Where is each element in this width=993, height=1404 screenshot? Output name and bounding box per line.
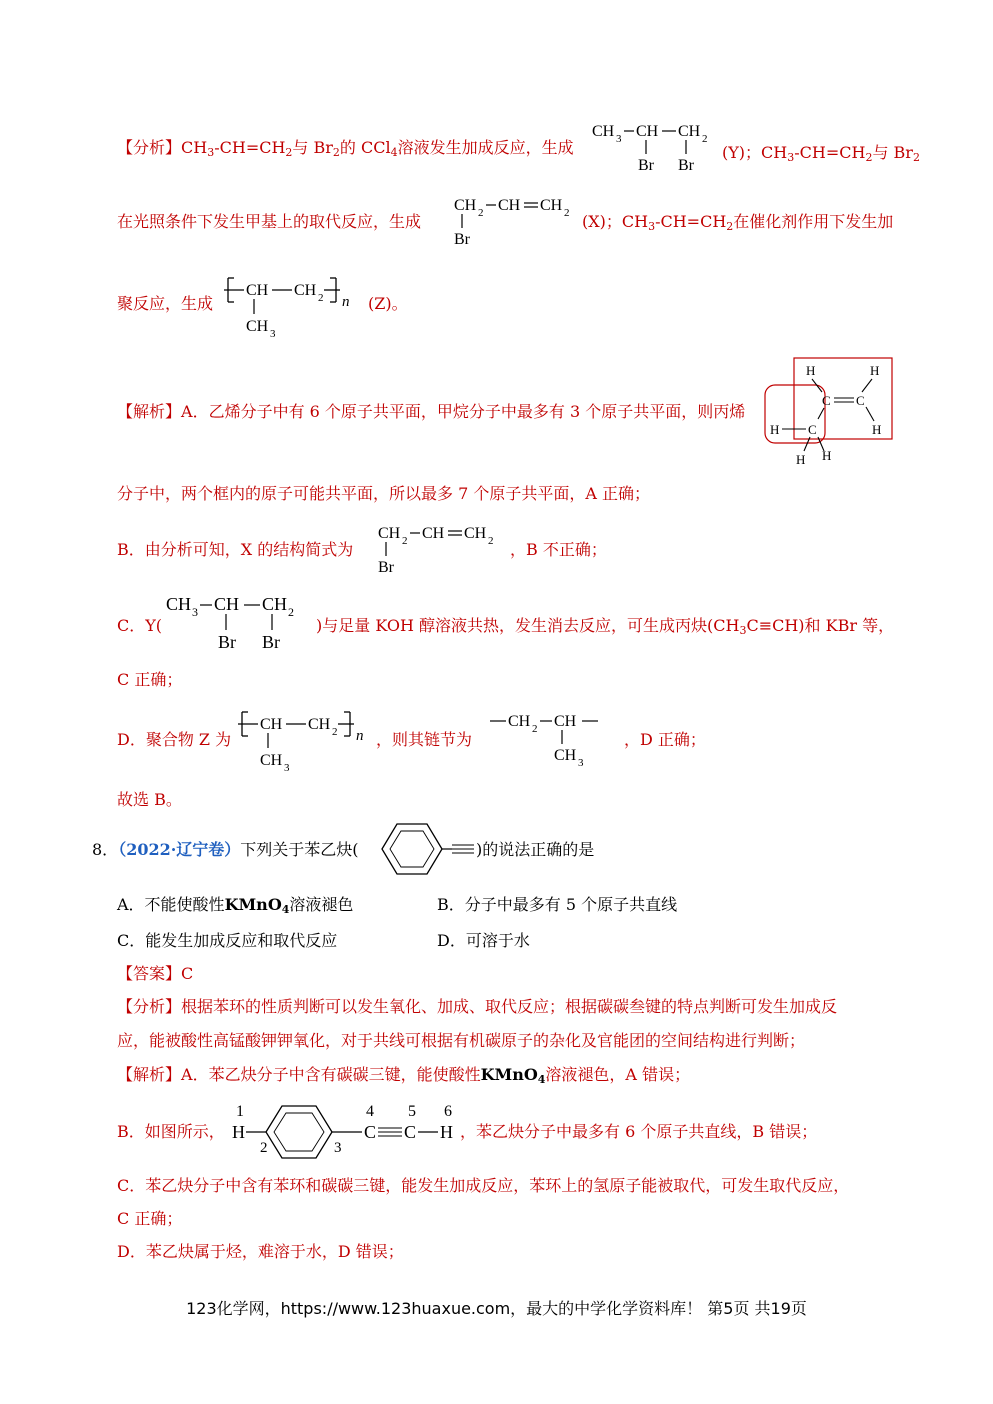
svg-text:CH: CH — [636, 123, 659, 140]
option-a[interactable]: A．不能使酸性KMnO$_4$溶液褪色 — [117, 895, 354, 916]
structure-chain-unit — [488, 708, 613, 770]
svg-text:2: 2 — [332, 726, 338, 738]
question-8-stem-tail: )的说法正确的是 — [476, 840, 595, 859]
question-8-stem: 8．（2022·辽宁卷）下列关于苯乙炔( — [92, 840, 359, 859]
propene-plane-diagram — [762, 355, 897, 470]
svg-text:CH: CH — [260, 752, 283, 769]
structure-x-allyl-bromide — [452, 192, 577, 254]
analysis-tag: 【分析】 — [117, 138, 182, 157]
question-number: 8． — [92, 840, 119, 859]
svg-text:CH: CH — [554, 747, 577, 764]
q8-explain-c-line-2: C 正确； — [117, 1209, 183, 1228]
svg-text:H: H — [440, 1122, 453, 1142]
question-source: （2022·辽宁卷） — [118, 840, 241, 859]
option-b[interactable]: B．分子中最多有 5 个原子共直线 — [437, 895, 678, 914]
svg-text:Br: Br — [454, 231, 470, 248]
svg-text:Br: Br — [262, 632, 280, 652]
structure-y-repeat — [164, 592, 309, 654]
option-d[interactable]: D．可溶于水 — [437, 931, 530, 950]
svg-text:2: 2 — [532, 723, 538, 735]
svg-text:CH: CH — [678, 123, 701, 140]
svg-text:H: H — [770, 422, 780, 437]
svg-text:4: 4 — [366, 1103, 374, 1120]
q8-explain-d: D．苯乙炔属于烃，难溶于水，D 错误； — [117, 1242, 404, 1261]
svg-text:C: C — [822, 393, 831, 408]
svg-text:Br: Br — [638, 157, 654, 174]
svg-text:3: 3 — [616, 133, 622, 145]
svg-text:CH: CH — [498, 197, 521, 214]
svg-text:C: C — [856, 393, 865, 408]
svg-text:Br: Br — [378, 559, 394, 576]
svg-text:H: H — [806, 363, 816, 378]
svg-text:n: n — [356, 728, 364, 744]
svg-text:H: H — [796, 452, 806, 467]
svg-text:3: 3 — [334, 1140, 342, 1156]
svg-text:3: 3 — [192, 605, 198, 619]
svg-text:CH: CH — [246, 282, 269, 299]
explain-b-line: B．由分析可知，X 的结构简式为 — [117, 540, 354, 559]
structure-z-repeat — [238, 704, 378, 774]
structure-y-dibromopropane — [590, 118, 715, 180]
svg-text:n: n — [342, 294, 350, 310]
svg-text:CH: CH — [540, 197, 563, 214]
analysis-line-3: 聚反应，生成 — [117, 294, 214, 313]
option-c[interactable]: C．能发生加成反应和取代反应 — [117, 931, 338, 950]
svg-text:H: H — [822, 448, 832, 463]
answer: 【答案】C — [117, 964, 194, 983]
svg-text:2: 2 — [288, 605, 294, 619]
explain-tag: 【解析】 — [117, 402, 182, 421]
svg-text:2: 2 — [488, 535, 494, 547]
explain-d-tail: ，D 正确； — [624, 730, 706, 749]
svg-text:H: H — [232, 1122, 245, 1142]
svg-text:CH: CH — [454, 197, 477, 214]
explain-c-line-2: C 正确； — [117, 670, 183, 689]
svg-text:CH: CH — [214, 594, 240, 614]
q8-explain-a: 【解析】A．苯乙炔分子中含有碳碳三键，能使酸性KMnO$_4$溶液褪色，A 错误； — [117, 1065, 691, 1086]
svg-text:5: 5 — [408, 1103, 416, 1120]
analysis-line-2: 在光照条件下发生甲基上的取代反应，生成 — [117, 212, 422, 231]
svg-text:CH: CH — [260, 716, 283, 733]
svg-text:C: C — [404, 1122, 417, 1142]
q8-explain-b: B．如图所示， — [117, 1122, 225, 1141]
explain-c-tail: )与足量 KOH 醇溶液共热，发生消去反应，可生成丙炔$(CH_3C\equiv CH)$和 KBr 等， — [316, 616, 895, 637]
svg-text:2: 2 — [702, 133, 708, 145]
svg-text:CH: CH — [166, 594, 192, 614]
svg-text:CH: CH — [508, 713, 531, 730]
svg-text:1: 1 — [236, 1103, 244, 1120]
svg-text:CH: CH — [308, 716, 331, 733]
explain-c-line-1: C．Y( — [117, 616, 163, 635]
phenylacetylene-numbered-structure — [230, 1098, 470, 1162]
explain-d-mid: ，则其链节为 — [376, 730, 473, 749]
svg-text:H: H — [870, 363, 880, 378]
analysis-line-1b: (Y)；$CH_3-CH=CH_2$与 $Br_2$ — [722, 143, 920, 164]
svg-text:Br: Br — [218, 632, 236, 652]
svg-text:3: 3 — [284, 762, 290, 774]
svg-text:CH: CH — [378, 525, 401, 542]
explain-b-tail: ，B 不正确； — [510, 540, 607, 559]
svg-text:CH: CH — [554, 713, 577, 730]
svg-text:CH: CH — [262, 594, 288, 614]
analysis-line-2b: (X)；$CH_3-CH=CH_2$在催化剂作用下发生加 — [582, 212, 894, 233]
svg-text:3: 3 — [270, 328, 276, 340]
page-footer: 123化学网，https://www.123huaxue.com，最大的中学化学资料库！ 第5页 共19页 — [186, 1299, 807, 1318]
explain-a-line-2: 分子中，两个框内的原子可能共平面，所以最多 7 个原子共平面，A 正确； — [117, 484, 650, 503]
svg-text:CH: CH — [422, 525, 445, 542]
svg-text:CH: CH — [464, 525, 487, 542]
svg-text:C: C — [364, 1122, 377, 1142]
svg-text:CH: CH — [294, 282, 317, 299]
svg-text:CH: CH — [592, 123, 615, 140]
explain-d-line: D．聚合物 Z 为 — [117, 730, 232, 749]
analysis-z-label: (Z)。 — [368, 294, 408, 313]
svg-text:2: 2 — [402, 535, 408, 547]
svg-text:2: 2 — [260, 1140, 268, 1156]
svg-text:2: 2 — [478, 207, 484, 219]
structure-x-repeat — [376, 520, 501, 582]
svg-text:H: H — [872, 422, 882, 437]
q8-analysis-line-2: 应，能被酸性高锰酸钾钾氧化，对于共线可根据有机碳原子的杂化及官能团的空间结构进行判断； — [117, 1031, 806, 1050]
q8-explain-b-tail: ，苯乙炔分子中最多有 6 个原子共直线，B 错误； — [460, 1122, 818, 1141]
q8-explain-c-line-1: C．苯乙炔分子中含有苯环和碳碳三键，能发生加成反应，苯环上的氢原子能被取代，可发生取代反应， — [117, 1176, 850, 1195]
svg-text:2: 2 — [564, 207, 570, 219]
svg-text:3: 3 — [578, 757, 584, 769]
q8-analysis-line-1: 【分析】根据苯环的性质判断可以发生氧化、加成、取代反应；根据碳碳叁键的特点判断可发生加成反 — [117, 997, 838, 1016]
phenylacetylene-structure — [362, 818, 477, 880]
svg-text:C: C — [808, 422, 817, 437]
structure-z-polypropylene — [224, 270, 364, 340]
svg-text:6: 6 — [444, 1103, 452, 1120]
explain-conclusion: 故选 B。 — [117, 790, 182, 809]
svg-text:CH: CH — [246, 318, 269, 335]
svg-text:2: 2 — [318, 292, 324, 304]
explain-a-line-1: 【解析】A．乙烯分子中有 6 个原子共平面，甲烷分子中最多有 3 个原子共平面，则丙烯 — [117, 402, 746, 421]
svg-text:Br: Br — [678, 157, 694, 174]
analysis-line-1: 【分析】$CH_3-CH=CH_2$与 $Br_2$的 CCl$_4$溶液发生加成反应，生成 — [117, 138, 574, 159]
